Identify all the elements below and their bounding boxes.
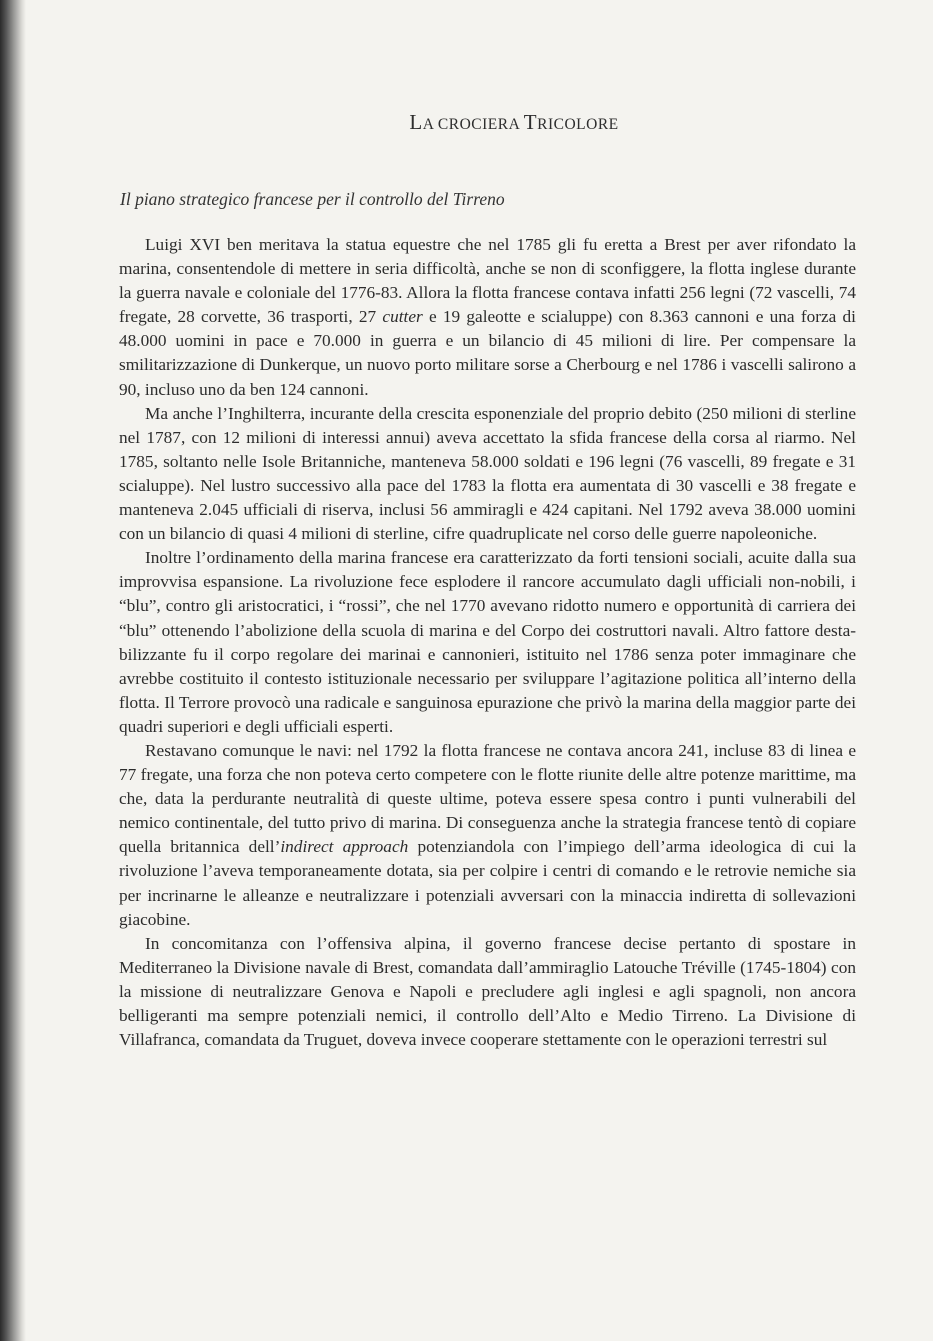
paragraph-3: Inoltre l’ordinamento della marina francese era caratterizzato da forti tensioni sociali, acuite dalla sua improvvisa espansione. La rivoluzione fece esplodere il rancore accumulato dagli ufficiali non-nobili, i “blu”, contro gli aristocratici, i “rossi”, che nel 1770 avevano ridotto numero e opportunità di carriera dei “blu” ottenendo l’abolizione della scuola di marina e del Corpo dei costruttori navali. Altro fattore destabilizzante fu il corpo regolare dei marinai e cannonieri, istituito nel 1786 senza poter immaginare che avrebbe costituito il contesto istituzionale necessario per sviluppare l’agitazione politica all’interno della flotta. Il Terrore provocò una radicale e sanguinosa epurazione che privò la marina della maggior parte dei quadri superiori e degli ufficiali esperti. <box>119 548 856 736</box>
italic-term-indirect-approach: indirect approach <box>280 837 409 857</box>
italic-term-cutter: cutter <box>382 307 423 327</box>
paragraph-2: Ma anche l’Inghilterra, incurante della crescita esponenziale del proprio debito (250 milioni di sterline nel 1787, con 12 milioni di interessi annui) aveva accettato la sfida francese della corsa al riarmo. Nel 1785, soltanto nelle Isole Britanniche, manteneva 58.000 soldati e 196 legni (76 vascelli, 89 fregate e 31 scialuppe). Nel lustro successivo alla pace del 1783 la flotta era aumentata di 30 vascelli e 38 fregate e manteneva 2.045 ufficiali di riserva, inclusi 56 ammiragli e 424 capitani. Nel 1792 aveva 38.000 uomini con un bilancio di quasi 4 milioni di sterline, cifre quadruplicate nel corso delle guerre napoleoniche. <box>119 403 856 544</box>
body-text <box>119 233 856 1052</box>
chapter-title-part1: A CROCIERA <box>422 116 524 133</box>
paragraph-1: Luigi XVI ben meritava la statua equestre che nel 1785 gli fu eretta a Brest per aver rifondato la marina, consentendole di mettere in seria difficoltà, anche se non di sconfiggere, la flotta inglese durante la guerra navale e coloniale del 1776-83. Allora la flotta francese contava infatti 256 legni (72 vascelli, 74 fregate, 28 corvette, 36 trasporti, 27 cutter e 19 galeotte e scialuppe) con 8.363 cannoni e una forza di 48.000 uomini in pace e 70.000 in guerra e un bilancio di 45 milioni di lire. Per compensare la smilitarizzazione di Dunkerque, un nuovo porto militare sorse a Cherbourg e nel 1786 i vascelli salirono a 90, incluso uno da ben 124 cannoni. <box>119 235 856 399</box>
section-title: Il piano strategico francese per il controllo del Tirreno <box>120 189 505 209</box>
paragraph-4: Restavano comunque le navi: nel 1792 la flotta francese ne contava ancora 241, incluse 83 di linea e 77 fregate, una forza che non poteva certo competere con le flotte riunite delle altre potenze marittime, ma che, data la perdurante neutralità di queste ultime, poteva essere spesa contro i punti vulnerabili del nemico continentale, del tutto privo di marina. Di conseguenza anche la strategia francese tentò di copiare quella britannica dell’indirect approach potenziandola con l’impiego dell’arma ideologica di cui la rivoluzione l’aveva temporaneamente dotata, sia per colpire i centri di comando e le retrovie nemiche sia per incrinarne le alleanze e neutralizzare i potenziali avversari con la minaccia indiretta di sollevazioni giacobine. <box>119 740 857 929</box>
chapter-title-second-initial: T <box>523 110 538 134</box>
book-binding-shadow <box>0 0 26 1341</box>
chapter-title-initial: L <box>409 110 423 134</box>
paragraph-5: In concomitanza con l’offensiva alpina, il governo francese decise pertanto di spostare in Mediterraneo la Divisione navale di Brest, comandata dall’ammiraglio Latouche Tréville (1745-1804) con la missione di neutralizzare Genova e Napoli e precludere agli inglesi e agli spagnoli, non ancora belligeranti ma sempre potenziali nemici, il controllo dell’Alto e Medio Tirreno. La Divisione di Villafranca, comandata da Truguet, doveva invece cooperare stettamente con le operazioni terrestri sul <box>119 933 856 1050</box>
chapter-title-part2: RICOLORE <box>537 116 619 133</box>
chapter-title <box>172 110 856 135</box>
